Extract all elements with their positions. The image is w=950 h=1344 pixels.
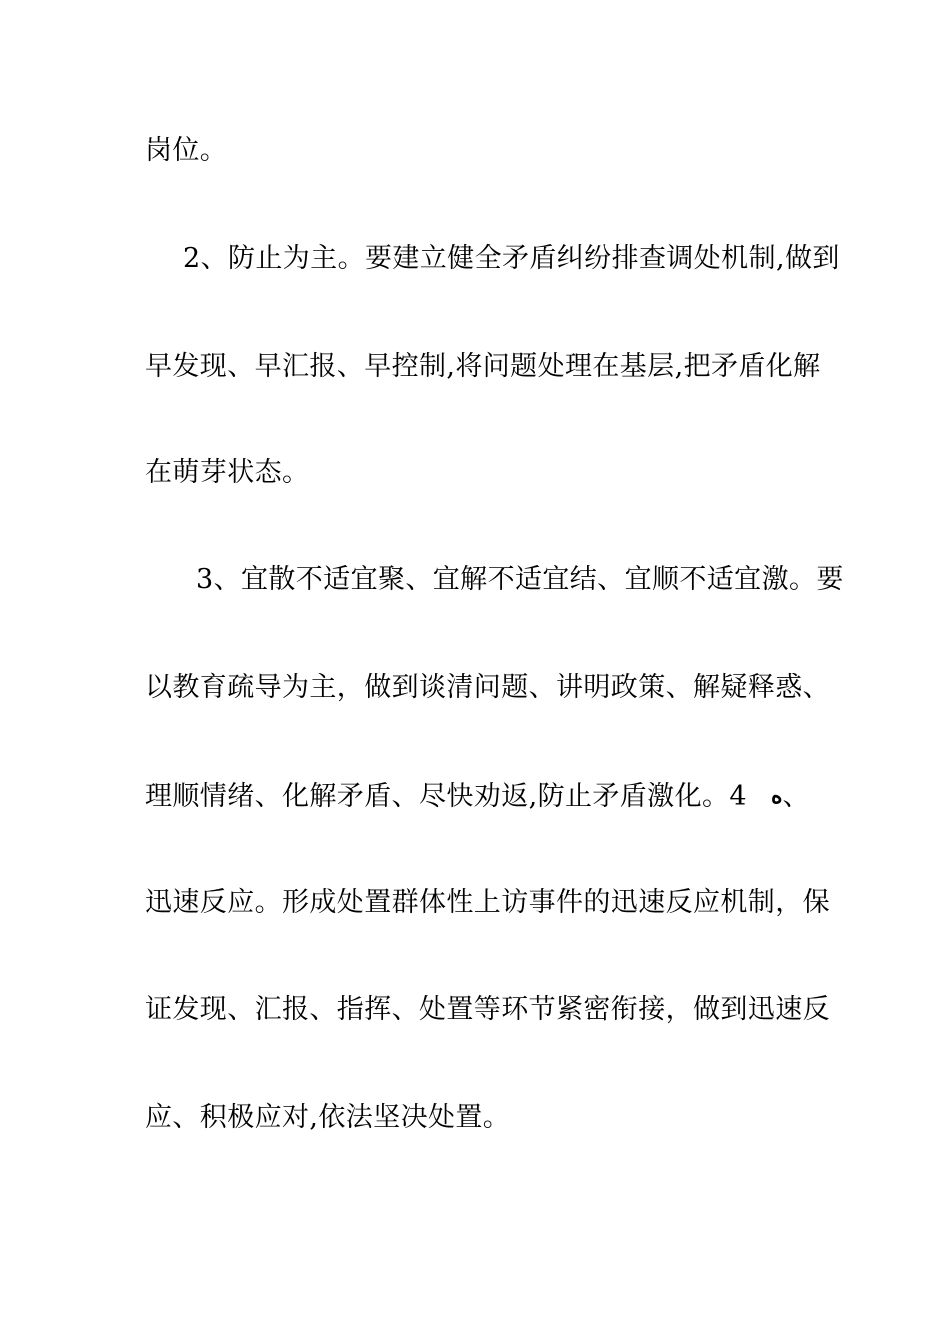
text-line-9: 证发现、汇报、指挥、处置等环节紧密衔接，做到迅速反: [145, 994, 830, 1025]
text-line-1: 岗位。: [145, 135, 228, 166]
text-line-8: 迅速反应。形成处置群体性上访事件的迅速反应机制，保: [145, 887, 830, 918]
text-line-5: 3、宜散不适宜聚、宜解不适宜结、宜顺不适宜激。要: [196, 564, 844, 595]
text-line-6: 以教育疏导为主，做到谈清问题、讲明政策、解疑释惑、: [145, 672, 830, 703]
text-line-7: [145, 778, 825, 815]
text-line-10: 应、积极应对,依法坚决处置。: [145, 1102, 511, 1133]
text-line-2: 2、防止为主。要建立健全矛盾纠纷排查调处机制,做到: [183, 243, 840, 274]
text-line-3: 早发现、早汇报、早控制,将问题处理在基层,把矛盾化解: [145, 351, 821, 382]
text-line-4: 在萌芽状态。: [145, 457, 310, 488]
text-line-7-main: 理顺情绪、化解矛盾、尽快劝返,防止矛盾激化。4: [145, 781, 747, 812]
text-line-7-punct: 、: [782, 781, 810, 812]
stray-glyph: ه: [770, 783, 783, 809]
